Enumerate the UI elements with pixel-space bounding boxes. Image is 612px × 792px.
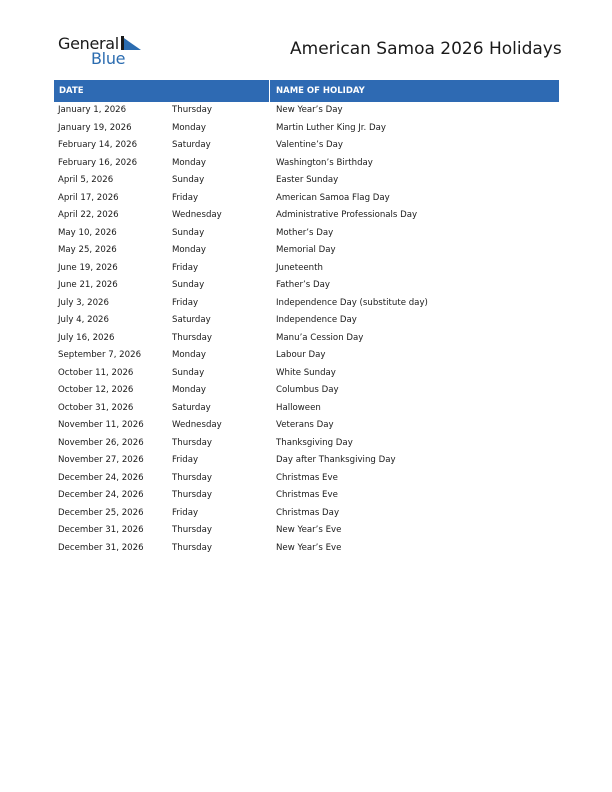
holiday-weekday: Monday	[172, 350, 206, 360]
table-row	[54, 347, 559, 365]
holiday-weekday: Monday	[172, 122, 206, 133]
table-row	[54, 295, 559, 313]
table-row	[54, 505, 559, 523]
holiday-weekday: Wednesday	[172, 420, 222, 430]
holiday-weekday: Saturday	[172, 402, 211, 413]
holiday-date: February 16, 2026	[58, 157, 138, 168]
holiday-name: Juneteenth	[276, 262, 323, 273]
holiday-name: Easter Sunday	[276, 175, 339, 185]
table-row	[54, 540, 559, 558]
holiday-date: July 16, 2026	[58, 332, 115, 343]
holiday-name: Independence Day	[276, 315, 357, 325]
header-divider	[269, 80, 270, 102]
holiday-date: September 7, 2026	[58, 350, 142, 360]
header-date: DATE	[59, 86, 84, 96]
holiday-weekday: Monday	[172, 385, 206, 395]
holiday-date: November 11, 2026	[58, 420, 144, 430]
holiday-date: December 25, 2026	[58, 507, 144, 518]
holiday-weekday: Thursday	[172, 105, 212, 115]
table-row	[54, 470, 559, 488]
holiday-date: July 3, 2026	[58, 297, 109, 308]
table-row	[54, 435, 559, 453]
holiday-name: Christmas Eve	[276, 490, 338, 500]
holiday-name: Christmas Day	[276, 507, 340, 518]
holiday-date: November 26, 2026	[58, 437, 144, 448]
holiday-name: New Year’s Day	[276, 105, 343, 115]
holiday-name: Administrative Professionals Day	[276, 210, 418, 220]
generalblue-logo	[58, 34, 148, 70]
table-row	[54, 120, 559, 138]
holiday-date: October 12, 2026	[58, 385, 134, 395]
table-row	[54, 155, 559, 173]
holiday-table-body	[54, 102, 559, 557]
table-row	[54, 102, 559, 120]
table-row	[54, 330, 559, 348]
table-row	[54, 452, 559, 470]
holiday-name: Mother’s Day	[276, 227, 334, 238]
holiday-weekday: Friday	[172, 262, 199, 273]
holiday-weekday: Saturday	[172, 140, 211, 150]
holiday-weekday: Friday	[172, 192, 199, 203]
holiday-name: Christmas Eve	[276, 472, 338, 483]
holiday-date: April 5, 2026	[58, 175, 114, 185]
table-row	[54, 190, 559, 208]
holiday-name: New Year’s Eve	[276, 542, 342, 553]
table-row	[54, 522, 559, 540]
holiday-name: Labour Day	[276, 350, 326, 360]
holiday-date: December 31, 2026	[58, 542, 144, 553]
table-row	[54, 487, 559, 505]
holiday-date: February 14, 2026	[58, 140, 138, 150]
holiday-weekday: Sunday	[172, 280, 205, 290]
holiday-date: January 1, 2026	[58, 105, 127, 115]
table-row	[54, 137, 559, 155]
holiday-weekday: Thursday	[172, 332, 212, 343]
holiday-date: December 24, 2026	[58, 472, 144, 483]
table-row	[54, 312, 559, 330]
table-row	[54, 260, 559, 278]
holiday-name: Columbus Day	[276, 385, 339, 395]
holiday-weekday: Thursday	[172, 525, 212, 535]
table-row	[54, 225, 559, 243]
table-row	[54, 365, 559, 383]
holiday-date: January 19, 2026	[58, 122, 132, 133]
holiday-date: May 25, 2026	[58, 245, 117, 255]
holiday-date: May 10, 2026	[58, 227, 117, 238]
holiday-weekday: Friday	[172, 297, 199, 308]
table-row	[54, 417, 559, 435]
holiday-date: November 27, 2026	[58, 455, 144, 465]
holiday-date: October 11, 2026	[58, 367, 134, 378]
holiday-weekday: Thursday	[172, 542, 212, 553]
holiday-name: Valentine’s Day	[276, 140, 343, 150]
holiday-date: October 31, 2026	[58, 402, 134, 413]
table-row	[54, 207, 559, 225]
holiday-weekday: Friday	[172, 455, 199, 465]
holiday-weekday: Thursday	[172, 472, 212, 483]
holiday-name: American Samoa Flag Day	[276, 192, 390, 203]
holiday-name: Martin Luther King Jr. Day	[276, 122, 386, 133]
holiday-weekday: Thursday	[172, 490, 212, 500]
holiday-date: June 19, 2026	[58, 262, 118, 273]
holiday-weekday: Sunday	[172, 227, 205, 238]
holiday-name: Memorial Day	[276, 245, 336, 255]
holiday-name: Day after Thanksgiving Day	[276, 455, 396, 465]
holiday-weekday: Sunday	[172, 367, 205, 378]
holiday-name: White Sunday	[276, 367, 336, 378]
holiday-name: Independence Day (substitute day)	[276, 297, 428, 308]
page-title: American Samoa 2026 Holidays	[290, 39, 562, 59]
table-row	[54, 382, 559, 400]
header-holiday-name: NAME OF HOLIDAY	[276, 86, 365, 96]
table-header	[54, 80, 559, 102]
table-row	[54, 242, 559, 260]
holiday-date: December 24, 2026	[58, 490, 144, 500]
holiday-name: Manu’a Cession Day	[276, 332, 364, 343]
holiday-weekday: Thursday	[172, 437, 212, 448]
table-row	[54, 400, 559, 418]
holiday-name: Thanksgiving Day	[276, 437, 353, 448]
holiday-weekday: Friday	[172, 507, 199, 518]
holiday-weekday: Sunday	[172, 175, 205, 185]
holiday-name: Veterans Day	[276, 420, 334, 430]
holiday-weekday: Monday	[172, 245, 206, 255]
holiday-date: June 21, 2026	[58, 280, 118, 290]
holiday-weekday: Monday	[172, 157, 206, 168]
holiday-name: New Year’s Eve	[276, 525, 342, 535]
holiday-weekday: Wednesday	[172, 210, 222, 220]
logo-text-blue: Blue	[91, 49, 126, 68]
table-row	[54, 277, 559, 295]
holiday-date: April 22, 2026	[58, 210, 119, 220]
logo-text-general: General	[58, 34, 119, 53]
holiday-name: Washington’s Birthday	[276, 157, 373, 168]
holiday-name: Father’s Day	[276, 280, 330, 290]
holiday-name: Halloween	[276, 402, 321, 413]
holiday-date: July 4, 2026	[58, 315, 109, 325]
holiday-date: December 31, 2026	[58, 525, 144, 535]
table-row	[54, 172, 559, 190]
holiday-weekday: Saturday	[172, 315, 211, 325]
holiday-date: April 17, 2026	[58, 192, 119, 203]
